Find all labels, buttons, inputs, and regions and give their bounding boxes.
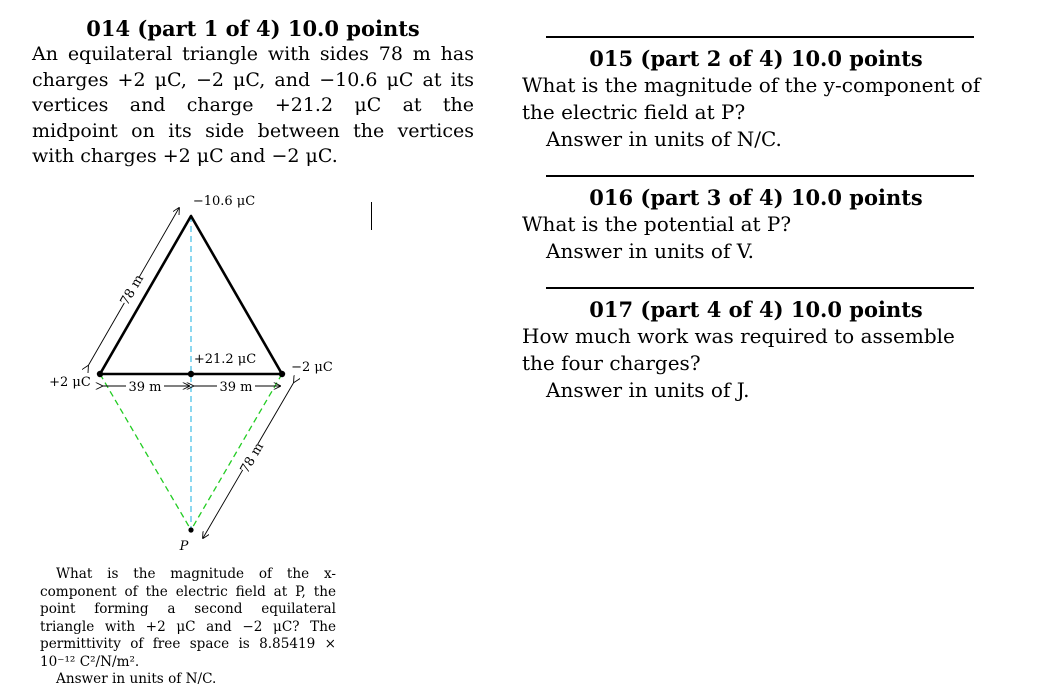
upper-side-label: 78 m — [117, 272, 148, 309]
question-016-heading: 016 (part 3 of 4) 10.0 points — [589, 185, 923, 210]
question-014-prompt: What is the magnitude of the x-component of the electric field at P, the point forming a second equilateral triangle with +2 μC and −2 μC? The permittivity of free space is 8.85419 × 10⁻¹² C²/N/m². — [40, 566, 336, 670]
question-014 — [32, 16, 474, 170]
charge-left-dot — [97, 371, 103, 377]
question-015-answer-units: Answer in units of N/C. — [546, 127, 782, 151]
question-016-body: What is the potential at P? — [522, 212, 792, 236]
question-014-text — [40, 566, 336, 689]
question-017 — [522, 297, 990, 404]
half-right-label: 39 m — [219, 380, 253, 395]
right-charge-label: −2 μC — [291, 360, 333, 375]
point-p-dot — [188, 527, 193, 532]
half-left-label: 39 m — [128, 380, 162, 395]
divider-015 — [546, 36, 974, 38]
question-017-heading: 017 (part 4 of 4) 10.0 points — [589, 297, 923, 322]
question-014-heading: 014 (part 1 of 4) 10.0 points — [86, 16, 420, 41]
question-014-answer-units: Answer in units of N/C. — [56, 671, 217, 687]
charge-mid-dot — [188, 371, 194, 377]
mid-charge-label: +21.2 μC — [193, 352, 257, 367]
upper-side-label-group — [117, 272, 147, 309]
question-015 — [522, 46, 990, 153]
charge-diagram-svg — [36, 186, 376, 556]
question-017-answer-units: Answer in units of J. — [546, 378, 750, 402]
divider-016 — [546, 175, 974, 177]
charge-diagram — [36, 186, 376, 556]
question-015-body: What is the magnitude of the y-component of the electric field at P? — [522, 73, 981, 124]
lower-side-label: 78 m — [237, 440, 268, 477]
lower-side-label-group — [237, 440, 267, 477]
question-014-body: An equilateral triangle with sides 78 m has charges +2 μC, −2 μC, and −10.6 μC at its vertices and charge +21.2 μC at the midpoint on its side between the vertices with charges +2 μC and −2 μC. — [32, 43, 474, 167]
question-016-answer-units: Answer in units of V. — [546, 239, 755, 263]
question-015-heading: 015 (part 2 of 4) 10.0 points — [589, 46, 923, 71]
left-charge-label: +2 μC — [49, 375, 91, 390]
lower-left-dashed-side — [100, 374, 191, 530]
charge-right-dot — [279, 371, 285, 377]
top-charge-label: −10.6 μC — [192, 194, 256, 209]
lower-right-dashed-side — [191, 374, 282, 530]
point-p-label: P — [179, 539, 189, 554]
divider-017 — [546, 287, 974, 289]
question-017-body: How much work was required to assemble the four charges? — [522, 324, 955, 375]
question-016 — [522, 185, 990, 265]
right-column — [522, 36, 990, 404]
